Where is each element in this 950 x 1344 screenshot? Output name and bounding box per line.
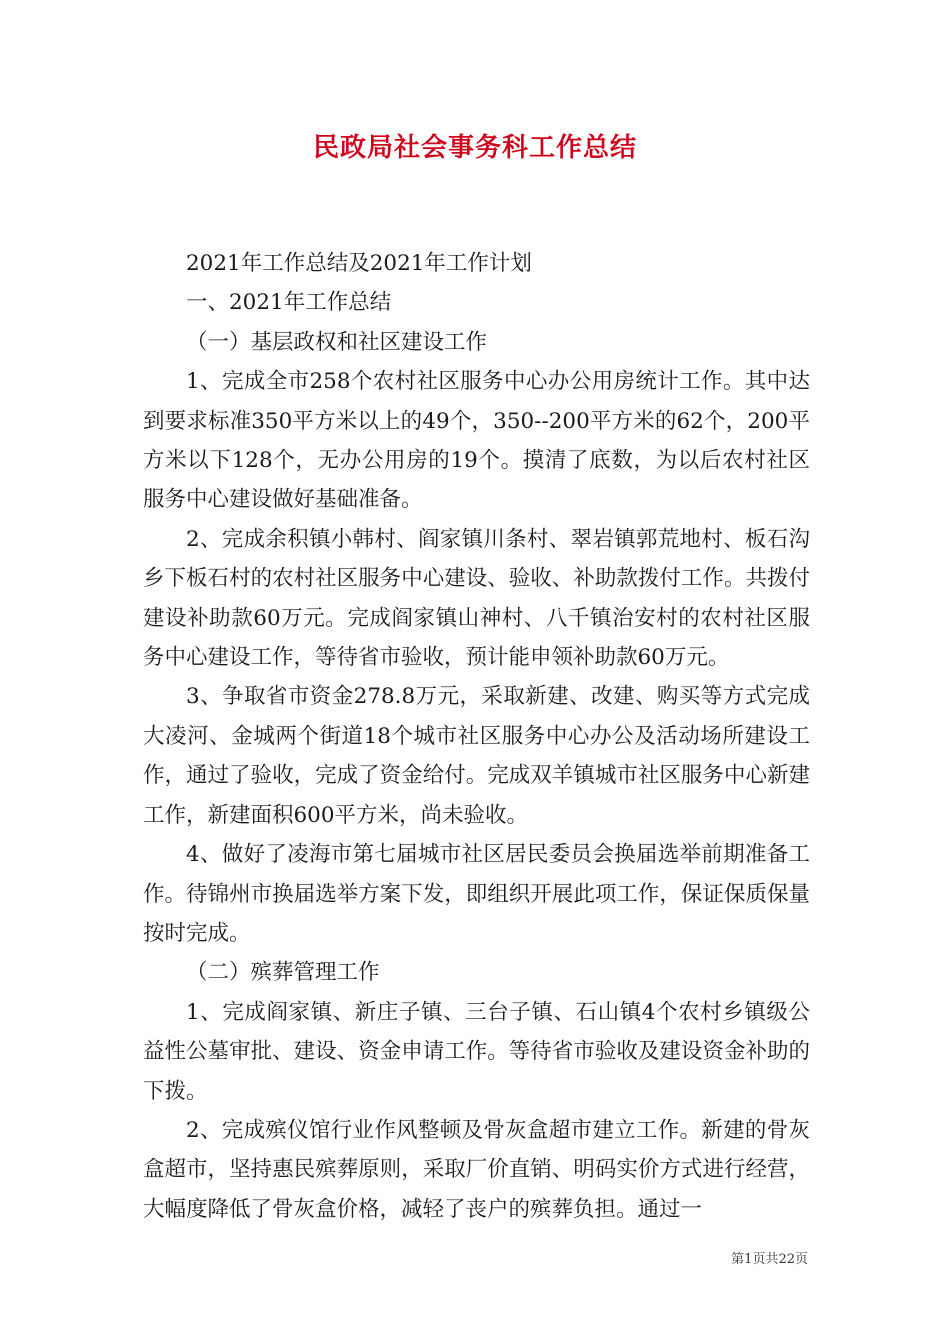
paragraph: 2、完成余积镇小韩村、阎家镇川条村、翠岩镇郭荒地村、板石沟乡下板石村的农村社区服务中心建设、验收、补助款拨付工作。共拨付建设补助款60万元。完成阎家镇山神村、八千镇治安村的农村社区服务中心建设工作，等待省市验收，预计能申领补助款60万元。: [143, 526, 810, 671]
paragraph: 1、完成阎家镇、新庄子镇、三台子镇、石山镇4个农村乡镇级公益性公墓审批、建设、资金申请工作。等待省市验收及建设资金补助的下拨。: [143, 999, 810, 1104]
paragraph: 2、完成殡仪馆行业作风整顿及骨灰盒超市建立工作。新建的骨灰盒超市，坚持惠民殡葬原则，采取厂价直销、明码实价方式进行经营，大幅度降低了骨灰盒价格，减轻了丧户的殡葬负担。通过一: [143, 1117, 810, 1222]
paragraph: （二）殡葬管理工作: [186, 960, 380, 986]
paragraph: 1、完成全市258个农村社区服务中心办公用房统计工作。其中达到要求标准350平方米以上的49个，350--200平方米的62个，200平方米以下128个，无办公用房的19个。摸清了底数，为以后农村社区服务中心建设做好基础准备。: [143, 369, 810, 513]
page-title: 民政局社会事务科工作总结: [312, 133, 637, 163]
paragraph: （一）基层政权和社区建设工作: [186, 329, 488, 355]
paragraph: 4、做好了凌海市第七届城市社区居民委员会换届选举前期准备工作。待锦州市换届选举方案下发，即组织开展此项工作，保证保质保量按时完成。: [143, 842, 810, 946]
paragraph: 2021年工作总结及2021年工作计划: [186, 251, 532, 276]
document-body: [143, 244, 810, 1229]
paragraph: 3、争取省市资金278.8万元，采取新建、改建、购买等方式完成大凌河、金城两个街道18个城市社区服务中心办公及活动场所建设工作，通过了验收，完成了资金给付。完成双羊镇城市社区服务中心新建工作，新建面积600平方米，尚未验收。: [143, 684, 810, 828]
page-number: 第1页共22页: [731, 1252, 808, 1267]
paragraph: 一、2021年工作总结: [186, 290, 392, 316]
